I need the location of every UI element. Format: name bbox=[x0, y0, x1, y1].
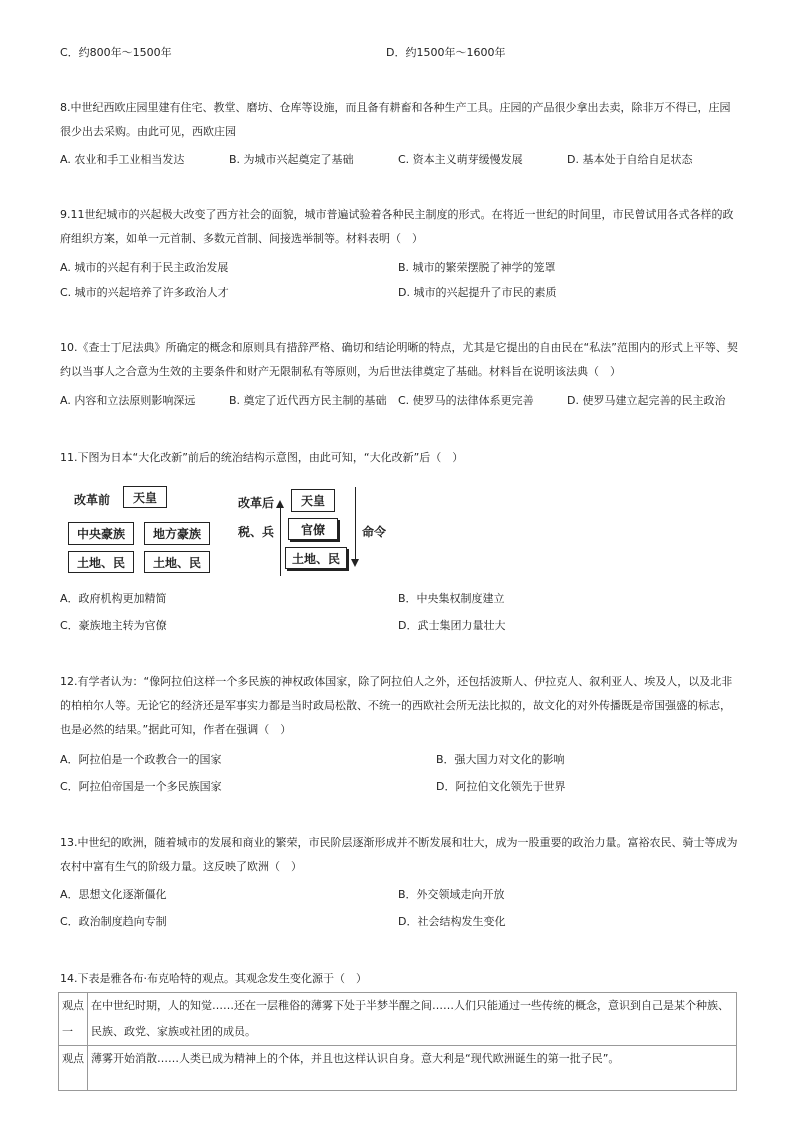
table-cell-text: 薄雾开始消散……人类已成为精神上的个体，并且也这样认识自身。意大利是“现代欧洲诞生的第一批子民”。 bbox=[88, 1046, 737, 1091]
q8-option-b[interactable]: B. 为城市兴起奠定了基础 bbox=[229, 153, 354, 166]
local-clan-box: 地方豪族 bbox=[144, 522, 210, 545]
downward-flow-line bbox=[355, 487, 356, 561]
q8-option-a[interactable]: A. 农业和手工业相当发达 bbox=[60, 153, 185, 166]
q11-stem: 11.下图为日本“大化改新”前后的统治结构示意图，由此可知，“大化改新”后（ ） bbox=[60, 451, 464, 464]
central-clan-box: 中央豪族 bbox=[68, 522, 134, 545]
q10-option-d[interactable]: D. 使罗马建立起完善的民主政治 bbox=[567, 394, 726, 407]
upward-flow-line bbox=[280, 506, 281, 576]
q10-option-a[interactable]: A. 内容和立法原则影响深远 bbox=[60, 394, 196, 407]
table-row bbox=[59, 993, 737, 1046]
q11-option-c[interactable]: C．豪族地主转为官僚 bbox=[60, 619, 167, 632]
q12-option-b[interactable]: B．强大国力对文化的影响 bbox=[436, 753, 565, 766]
after-emperor-box: 天皇 bbox=[291, 489, 335, 512]
q8-option-d[interactable]: D. 基本处于自给自足状态 bbox=[567, 153, 693, 166]
q10-option-b[interactable]: B. 奠定了近代西方民主制的基础 bbox=[229, 394, 387, 407]
q10-stem: 10.《查士丁尼法典》所确定的概念和原则具有措辞严格、确切和结论明晰的特点，尤其是它提出的自由民在“私法”范围内的形式上平等、契约以当事人之合意为生效的主要条件和财产无限制私有等原则，为后世法律奠定了基础。材料旨在说明该法典（ ） bbox=[60, 341, 738, 378]
q11-option-b[interactable]: B．中央集权制度建立 bbox=[398, 592, 505, 605]
q11-option-d[interactable]: D．武士集团力量壮大 bbox=[398, 619, 506, 632]
q13-option-d[interactable]: D．社会结构发生变化 bbox=[398, 915, 506, 928]
q12-stem: 12.有学者认为：“像阿拉伯这样一个多民族的神权政体国家，除了阿拉伯人之外，还包括波斯人、伊拉克人、叙利亚人、埃及人，以及北非的柏柏尔人等。无论它的经济还是军事实力都是当时政局松散、不统一的西欧社会所无法比拟的，故文化的对外传播既是帝国强盛的标志，也是必然的结果。”据此可知，作者在强调（ ） bbox=[60, 675, 733, 736]
q9-option-c[interactable]: C. 城市的兴起培养了许多政治人才 bbox=[60, 286, 229, 299]
q8-stem: 8.中世纪西欧庄园里建有住宅、教堂、磨坊、仓库等设施，而且备有耕畜和各种生产工具。庄园的产品很少拿出去卖，除非万不得已，庄园很少出去采购。由此可见，西欧庄园 bbox=[60, 101, 731, 138]
tax-soldier-label: 税、兵 bbox=[238, 525, 275, 539]
before-land-people-box-1: 土地、民 bbox=[68, 551, 134, 573]
q12-option-c[interactable]: C．阿拉伯帝国是一个多民族国家 bbox=[60, 780, 222, 793]
before-emperor-box: 天皇 bbox=[123, 486, 167, 508]
before-land-people-box-2: 土地、民 bbox=[144, 551, 210, 573]
after-reform-label: 改革后 bbox=[238, 496, 275, 510]
q9-stem: 9.11世纪城市的兴起极大改变了西方社会的面貌，城市普遍试验着各种民主制度的形式。在将近一世纪的时间里，市民曾试用各式各样的政府组织方案，如单一元首制、多数元首制、间接选举制等。材料表明（ ） bbox=[60, 208, 734, 245]
q13-stem: 13.中世纪的欧洲，随着城市的发展和商业的繁荣，市民阶层逐渐形成并不断发展和壮大，成为一股重要的政治力量。富裕农民、骑士等成为农村中富有生气的阶级力量。这反映了欧洲（ ） bbox=[60, 836, 738, 873]
q7-option-d[interactable]: D．约1500年～1600年 bbox=[386, 46, 506, 59]
q8-option-c[interactable]: C. 资本主义萌芽缓慢发展 bbox=[398, 153, 523, 166]
table-row bbox=[59, 1046, 737, 1091]
down-arrow-icon bbox=[351, 559, 359, 567]
after-land-people-box: 土地、民 bbox=[285, 547, 347, 569]
before-reform-label: 改革前 bbox=[74, 493, 111, 507]
q13-option-c[interactable]: C．政治制度趋向专制 bbox=[60, 915, 167, 928]
q14-table bbox=[58, 992, 737, 1091]
q12-option-d[interactable]: D．阿拉伯文化领先于世界 bbox=[436, 780, 566, 793]
q9-option-a[interactable]: A. 城市的兴起有利于民主政治发展 bbox=[60, 261, 229, 274]
up-arrow-icon bbox=[276, 500, 284, 508]
official-box: 官僚 bbox=[288, 518, 338, 540]
q7-option-c[interactable]: C．约800年～1500年 bbox=[60, 46, 172, 59]
order-label: 命令 bbox=[362, 525, 387, 539]
q11-option-a[interactable]: A．政府机构更加精简 bbox=[60, 592, 167, 605]
q10-option-c[interactable]: C. 使罗马的法律体系更完善 bbox=[398, 394, 534, 407]
q12-option-a[interactable]: A．阿拉伯是一个政教合一的国家 bbox=[60, 753, 222, 766]
table-cell-header: 观点 bbox=[59, 1046, 88, 1091]
table-cell-text: 在中世纪时期，人的知觉……还在一层稚俗的薄雾下处于半梦半醒之间……人们只能通过一些传统的概念，意识到自己是某个种族、民族、政党、家族或社团的成员。 bbox=[88, 993, 737, 1046]
q9-option-d[interactable]: D. 城市的兴起提升了市民的素质 bbox=[398, 286, 557, 299]
q13-option-b[interactable]: B．外交领域走向开放 bbox=[398, 888, 505, 901]
q13-option-a[interactable]: A．思想文化逐渐僵化 bbox=[60, 888, 167, 901]
q9-option-b[interactable]: B. 城市的繁荣摆脱了神学的笼罩 bbox=[398, 261, 556, 274]
q14-stem: 14.下表是雅各布·布克哈特的观点。其观念发生变化源于（ ） bbox=[60, 972, 367, 985]
table-cell-header: 观点一 bbox=[59, 993, 88, 1046]
